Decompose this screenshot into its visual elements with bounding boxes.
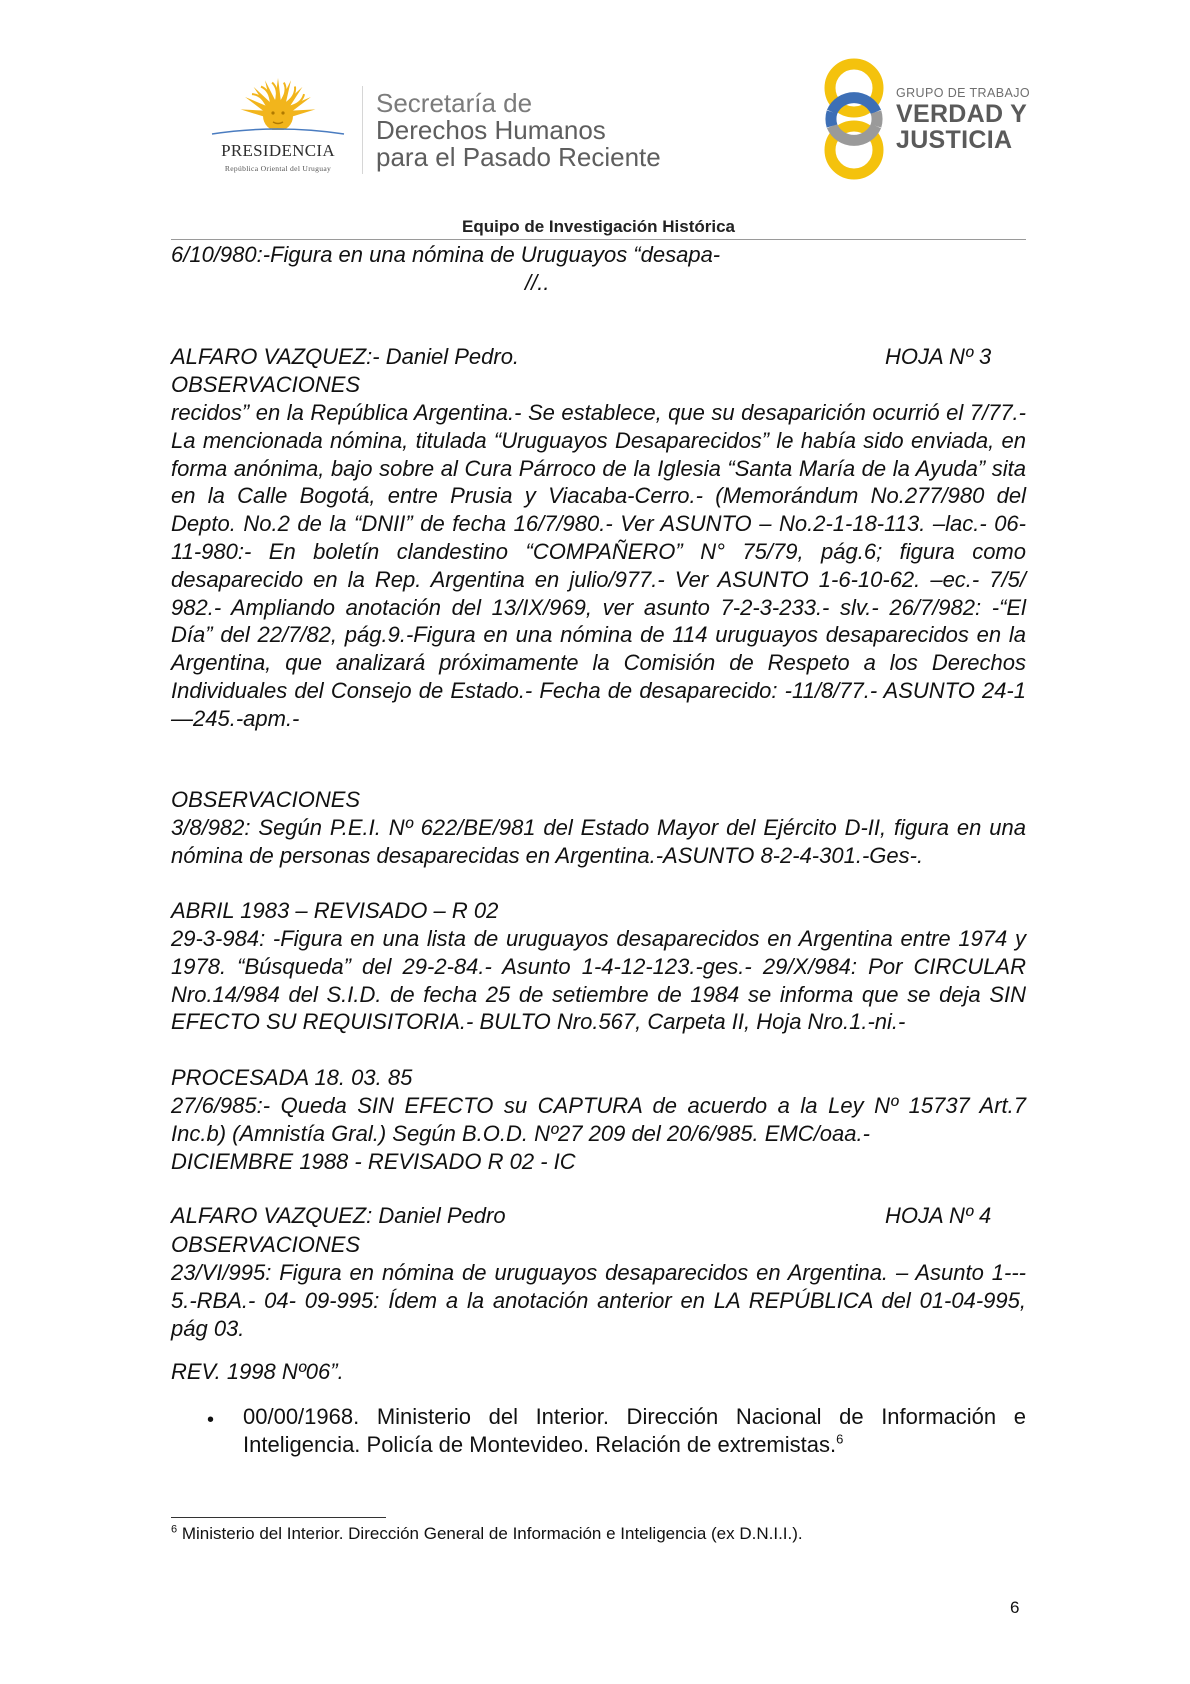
revision-note: REV. 1998 Nº06”. <box>171 1359 344 1384</box>
footnote-reference[interactable]: 6 <box>836 1431 844 1447</box>
grupo-title-line-1: VERDAD Y <box>896 100 1028 128</box>
subject-name: ALFARO VAZQUEZ:- Daniel Pedro. <box>171 344 520 369</box>
header-rule <box>171 239 1026 240</box>
observaciones-heading: OBSERVACIONES <box>171 372 361 397</box>
footnote-number: 6 <box>171 1523 178 1536</box>
sheet-number: HOJA Nº 3 <box>885 344 992 369</box>
subject-name: ALFARO VAZQUEZ: Daniel Pedro <box>171 1203 506 1228</box>
sheet-3-heading <box>171 344 1026 370</box>
continuation-mark: //.. <box>525 270 550 295</box>
linked-rings-icon <box>820 54 896 184</box>
grupo-small-label: GRUPO DE TRABAJO <box>896 86 1030 100</box>
sheet-4-heading <box>171 1203 1026 1229</box>
observation-paragraph: 29-3-984: -Figura en una lista de uruguayos desaparecidos en Argentina entre 1974 y 1978. “Búsqueda” del 29-2-84.- Asunto 1-4-12-123.-ges.- 29/X/984: Por CIRCULAR Nro.14/984 del S.I.D. de fecha 25 de setiembre de 1984 se informa que se deja SIN EFECTO SU REQUISITORIA.- BULTO Nro.567, Carpeta II, Hoja Nro.1.-ni.- <box>171 926 1026 1035</box>
verdad-justicia-logo <box>820 54 1030 184</box>
presidencia-subtitle: República Oriental del Uruguay <box>224 164 332 173</box>
observation-paragraph: 27/6/985:- Queda SIN EFECTO su CAPTURA de acuerdo a la Ley Nº 15737 Art.7 Inc.b) (Amnistía Gral.) Según B.O.D. Nº27 209 del 20/6/985. EMC/oaa.- <box>171 1093 1026 1146</box>
presidencia-logo <box>198 78 358 178</box>
presidencia-name: PRESIDENCIA <box>221 141 335 160</box>
revision-note: ABRIL 1983 – REVISADO – R 02 <box>171 898 499 923</box>
grupo-title-line-2: JUSTICIA <box>896 126 1013 154</box>
procesada-note: PROCESADA 18. 03. 85 <box>171 1065 413 1090</box>
observaciones-heading: OBSERVACIONES <box>171 787 361 812</box>
sun-emblem-icon <box>198 78 358 142</box>
secretaria-logo-text <box>376 90 661 171</box>
intro-line: 6/10/980:-Figura en una nómina de Uruguayos “desapa- <box>171 242 721 267</box>
bullet-item-text: 00/00/1968. Ministerio del Interior. Dirección Nacional de Información e Inteligencia. Policía de Montevideo. Relación de extremistas. <box>243 1404 1026 1457</box>
observaciones-heading: OBSERVACIONES <box>171 1232 361 1257</box>
bullet-item <box>243 1403 1026 1459</box>
observation-paragraph: 3/8/982: Según P.E.I. Nº 622/BE/981 del Estado Mayor del Ejército D-II, figura en una nómina de personas desaparecidas en Argentina.-ASUNTO 8-2-4-301.-Ges-. <box>171 815 1026 868</box>
secretaria-line-3: para el Pasado Reciente <box>376 142 661 172</box>
footnote <box>171 1524 1071 1544</box>
footnote-rule <box>171 1517 386 1518</box>
secretaria-line-2: Derechos Humanos <box>376 115 606 145</box>
sheet-4-paragraph: 23/VI/995: Figura en nómina de uruguayos desaparecidos en Argentina. – Asunto 1--- 5.-RBA.- 04- 09-995: Ídem a la anotación anterior en LA REPÚBLICA del 01-04-995, pág 03. <box>171 1260 1026 1341</box>
sheet-number: HOJA Nº 4 <box>885 1203 992 1228</box>
running-header-title: Equipo de Investigación Histórica <box>462 217 735 236</box>
logo-divider <box>362 86 363 174</box>
footnote-text: Ministerio del Interior. Dirección General de Información e Inteligencia (ex D.N.I.I.). <box>181 1524 803 1543</box>
bullet-icon: • <box>207 1409 215 1431</box>
sheet-3-paragraph: recidos” en la República Argentina.- Se establece, que su desaparición ocurrió el 7/77.-La mencionada nómina, titulada “Uruguayos Desaparecidos” le había sido enviada, en forma anónima, bajo sobre al Cura Párroco de la Iglesia “Santa María de la Ayuda” sita en la Calle Bogotá, entre Prusia y Viacaba-Cerro.- (Memorándum No.277/980 del Depto. No.2 de la “DNII” de fecha 16/7/980.- Ver ASUNTO – No.2-1-18-113. –lac.- 06-11-980:- En boletín clandestino “COMPAÑERO” N° 75/79, pág.6; figura como desaparecido en la Rep. Argentina en julio/977.- Ver ASUNTO 1-6-10-62. –ec.- 7/5/ 982.- Ampliando anotación del 13/IX/969, ver asunto 7-2-3-233.- slv.- 26/7/982: -“El Día” del 22/7/82, pág.9.-Figura en una nómina de 114 uruguayos desaparecidos en la Argentina, que analizará próximamente la Comisión de Respeto a los Derechos Individuales del Consejo de Estado.- Fecha de desaparecido: -11/8/77.- ASUNTO 24-1—245.-apm.- <box>171 400 1026 731</box>
page-number: 6 <box>1010 1598 1020 1617</box>
revision-note: DICIEMBRE 1988 - REVISADO R 02 - IC <box>171 1149 576 1174</box>
secretaria-line-1: Secretaría de <box>376 88 533 118</box>
